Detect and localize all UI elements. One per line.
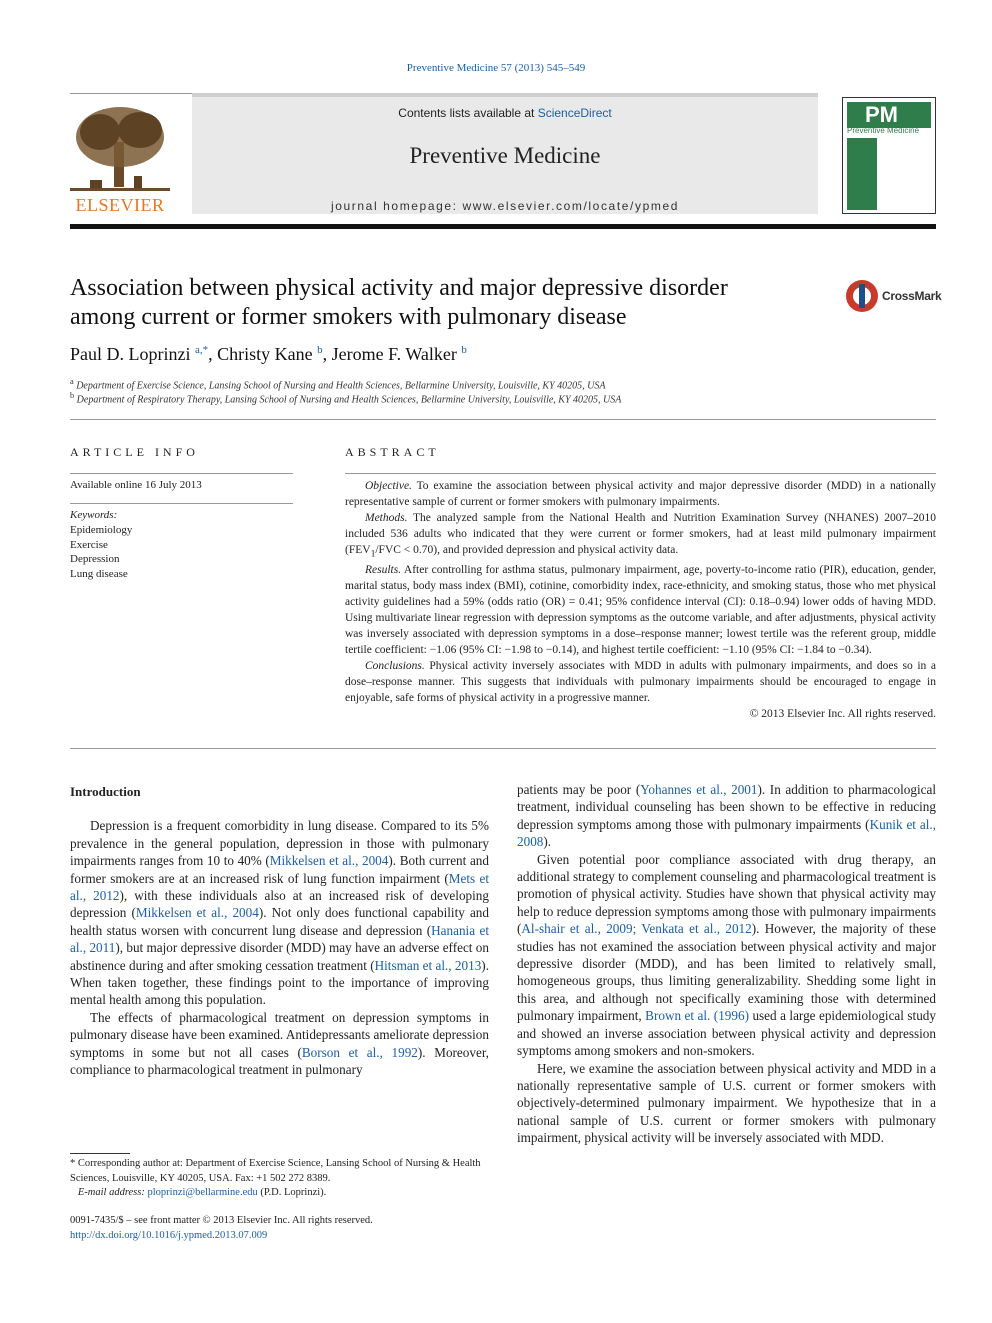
- corresponding-author-footnote: [70, 1157, 490, 1201]
- author-affiliation-mark[interactable]: b: [317, 344, 323, 356]
- journal-homepage[interactable]: journal homepage: www.elsevier.com/locate/ypmed: [330, 199, 679, 213]
- journal-name: Preventive Medicine: [409, 143, 601, 168]
- author-name[interactable]: Jerome F. Walker: [331, 344, 457, 364]
- citation-link[interactable]: Al-shair et al., 2009; Venkata et al., 2012: [521, 921, 752, 937]
- body-paragraph: The effects of pharmacological treatment on depression symptoms in pulmonary disease have been examined. Antidepressants ameliorate depression symptoms in some but not all cases (Borson et al., 1992). Moreover, compliance to pharmacological treatment in pulmonary: [70, 1009, 489, 1078]
- abstract-heading: ABSTRACT: [345, 445, 440, 459]
- footnote-rule: [70, 1153, 130, 1154]
- body-paragraph: Depression is a frequent comorbidity in lung disease. Compared to its 5% prevalence in the general population, depression in those with pulmonary impairments ranges from 10 to 40% (Mikkelsen et al., 2004). Both current and former smokers are at an increased risk of lung function impairment (Mets et al., 2012), with these individuals also at an increased risk of developing depression (Mikkelsen et al., 2004). Not only does functional capability and health status worsen with concurrent lung disease and depression (Hanania et al., 2011), but major depressive disorder (MDD) may have an adverse effect on abstinence during and after smoking cessation treatment (Hitsman et al., 2013). When taken together, these findings point to the importance of improving mental health among this population.: [70, 818, 489, 1008]
- affiliation-mark: b: [70, 391, 75, 400]
- contents-prefix: Contents lists available at: [398, 106, 538, 120]
- citation-link[interactable]: Mikkelsen et al., 2004: [135, 905, 259, 921]
- body-paragraph: patients may be poor (Yohannes et al., 2001). In addition to pharmacological treatment, individual counseling has been shown to be effective in reducing depression symptoms among those with pulmonary impairments (Kunik et al., 2008).: [517, 782, 937, 850]
- citation-link[interactable]: Borson et al., 1992: [301, 1044, 418, 1060]
- available-online-date: Available online 16 July 2013: [70, 479, 202, 491]
- author-list: Paul D. Loprinzi $^{a,*}$, Christy Kane $^b$, Jerome F. Walker $^b$: [70, 344, 467, 364]
- author-affiliation-mark[interactable]: a,*: [194, 344, 209, 356]
- keyword: Epidemiology: [70, 524, 133, 536]
- info-rule: [70, 473, 293, 474]
- article-title: [70, 274, 810, 332]
- issn-line: 0091-7435/$ – see front matter © 2013 Elsevier Inc. All rights reserved.: [70, 1215, 373, 1226]
- doi-link[interactable]: http://dx.doi.org/10.1016/j.ypmed.2013.07.009: [70, 1229, 268, 1241]
- abstract-methods: Methods. The analyzed sample from the National Health and Nutrition Examination Survey (NHANES) 2007–2010 included 536 adults who indicated that they were current or former smokers, had at least mild pulmonary impairment ($FEV_1$/FVC < 0.70), and provided depression and physical activity data.: [345, 512, 936, 560]
- email-link[interactable]: ploprinzi@bellarmine.edu: [147, 1187, 258, 1198]
- sciencedirect-link[interactable]: ScienceDirect: [537, 106, 612, 120]
- article-info-heading: ARTICLE INFO: [70, 445, 199, 459]
- header-thick-rule: [70, 224, 936, 229]
- abstract-results: Results. After controlling for asthma status, pulmonary impairment, age, poverty-to-income ratio (PIR), education, gender, marital status, body mass index (BMI), cotinine, comorbidity index, race-ethnicity, and smoking status, those who met physical activity guidelines had a 59% (odds ratio (OR) = 0.41; 95% confidence interval (CI): 0.18–0.94) lower odds of having MDD. Using multivariate linear regression with depression symptoms as the outcome variable, and after adjustments, physical activity was inversely associated with depression symptoms in a dose–response manner; lowest tertile was the referent group, middle tertile coefficient: −1.06 (95% CI: −1.98 to −0.14), and highest tertile coefficient: −1.10 (95% CI: −1.84 to −0.34).: [345, 564, 936, 657]
- title-line-1: Association between physical activity and major depressive disorder: [70, 275, 728, 301]
- author-name[interactable]: Christy Kane: [217, 344, 313, 364]
- info-rule: [70, 503, 293, 504]
- keyword: Lung disease: [70, 567, 128, 580]
- citation-link[interactable]: Kunik et al., 2008: [517, 816, 936, 850]
- author-name[interactable]: Paul D. Loprinzi: [70, 344, 191, 364]
- affiliation-text: Department of Respiratory Therapy, Lansing School of Nursing and Health Sciences, Bellarmine University, Louisville, KY 40205, USA: [76, 394, 622, 406]
- citation-link[interactable]: Brown et al. (1996): [645, 1008, 749, 1024]
- separator-rule: [70, 419, 936, 420]
- affiliation: [70, 377, 605, 391]
- footnote-text: * Corresponding author at: Department of Exercise Science, Lansing School of Nursing & Health Sciences, Louisville, KY 40205, USA. Fax: +1 502 272 8389.: [70, 1158, 481, 1184]
- citation-link[interactable]: Mets et al., 2012: [70, 870, 489, 904]
- elsevier-wordmark: ELSEVIER: [75, 195, 165, 215]
- citation-link[interactable]: Mikkelsen et al., 2004: [269, 853, 389, 869]
- keyword: Exercise: [70, 538, 108, 551]
- affiliation-text: Department of Exercise Science, Lansing School of Nursing and Health Sciences, Bellarmine University, Louisville, KY 40205, USA: [76, 380, 606, 392]
- citation-link[interactable]: Hanania et al., 2011: [70, 922, 489, 956]
- cover-initials: PM: [865, 102, 898, 127]
- cover-title: Preventive Medicine: [847, 126, 920, 135]
- keyword: Depression: [70, 553, 120, 565]
- introduction-heading: Introduction: [70, 784, 141, 799]
- body-paragraph: Given potential poor compliance associated with drug therapy, an additional strategy to complement counseling and pharmacological treatment is promotion of physical activity. Studies have shown that physical activity may help to reduce depression symptoms among those with pulmonary impairments (Al-shair et al., 2009; Venkata et al., 2012). However, the majority of these studies has not examined the association between physical activity and major depressive disorder (MDD), and has been limited to relatively small, homogeneous groups, thus limiting generalizability. Shedding some light in this area, and although not specifically examining those with determined pulmonary impairment, Brown et al. (1996) used a large epidemiological study and showed an inverse association between physical activity and depression symptoms among smokers and non-smokers.: [517, 851, 936, 1059]
- citation-link[interactable]: Hitsman et al., 2013: [374, 957, 482, 973]
- abstract-conclusions: Conclusions. Physical activity inversely associates with MDD in adults with pulmonary impairments, and does so in a dose–response manner. This suggests that individuals with pulmonary impairments should be encouraged to engage in enjoyable, safe forms of physical activity in a progressive manner.: [345, 660, 936, 705]
- title-line-2: among current or former smokers with pulmonary disease: [70, 304, 627, 330]
- separator-rule: [70, 748, 936, 749]
- journal-cover-thumbnail[interactable]: [842, 97, 936, 214]
- body-paragraph: Here, we examine the association between physical activity and MDD in a nationally representative sample of U.S. current or former smokers with objectively-determined pulmonary impairment. We hypothesize that in a national sample of U.S. current or former smokers with pulmonary impairment, physical activity will be inversely associated with MDD.: [517, 1060, 936, 1146]
- affiliation: [70, 391, 621, 405]
- crossmark-label: CrossMark: [882, 289, 942, 303]
- affiliation-mark: a: [70, 377, 74, 386]
- crossmark-badge[interactable]: [846, 280, 946, 316]
- keywords-label: Keywords:: [70, 509, 118, 521]
- journal-citation[interactable]: Preventive Medicine 57 (2013) 545–549: [406, 62, 586, 74]
- citation-link[interactable]: Yohannes et al., 2001: [640, 782, 758, 797]
- footnote-email: E-mail address: ploprinzi@bellarmine.edu (P.D. Loprinzi).: [77, 1187, 327, 1198]
- body-column-right: [517, 781, 936, 1147]
- publication-info: [70, 1214, 490, 1243]
- keywords-list: [70, 523, 132, 581]
- abstract-objective: Objective. To examine the association between physical activity and major depressive disorder (MDD) in a nationally representative sample of current or former smokers with pulmonary impairments.: [345, 480, 936, 508]
- author-affiliation-mark[interactable]: b: [461, 344, 467, 356]
- cover-side-band: [847, 138, 877, 210]
- abstract-body: [345, 478, 936, 722]
- abstract-rule: [345, 473, 936, 474]
- body-column-left: [70, 783, 489, 1079]
- abstract-copyright: © 2013 Elsevier Inc. All rights reserved.: [749, 708, 936, 721]
- crossmark-icon: [846, 280, 878, 312]
